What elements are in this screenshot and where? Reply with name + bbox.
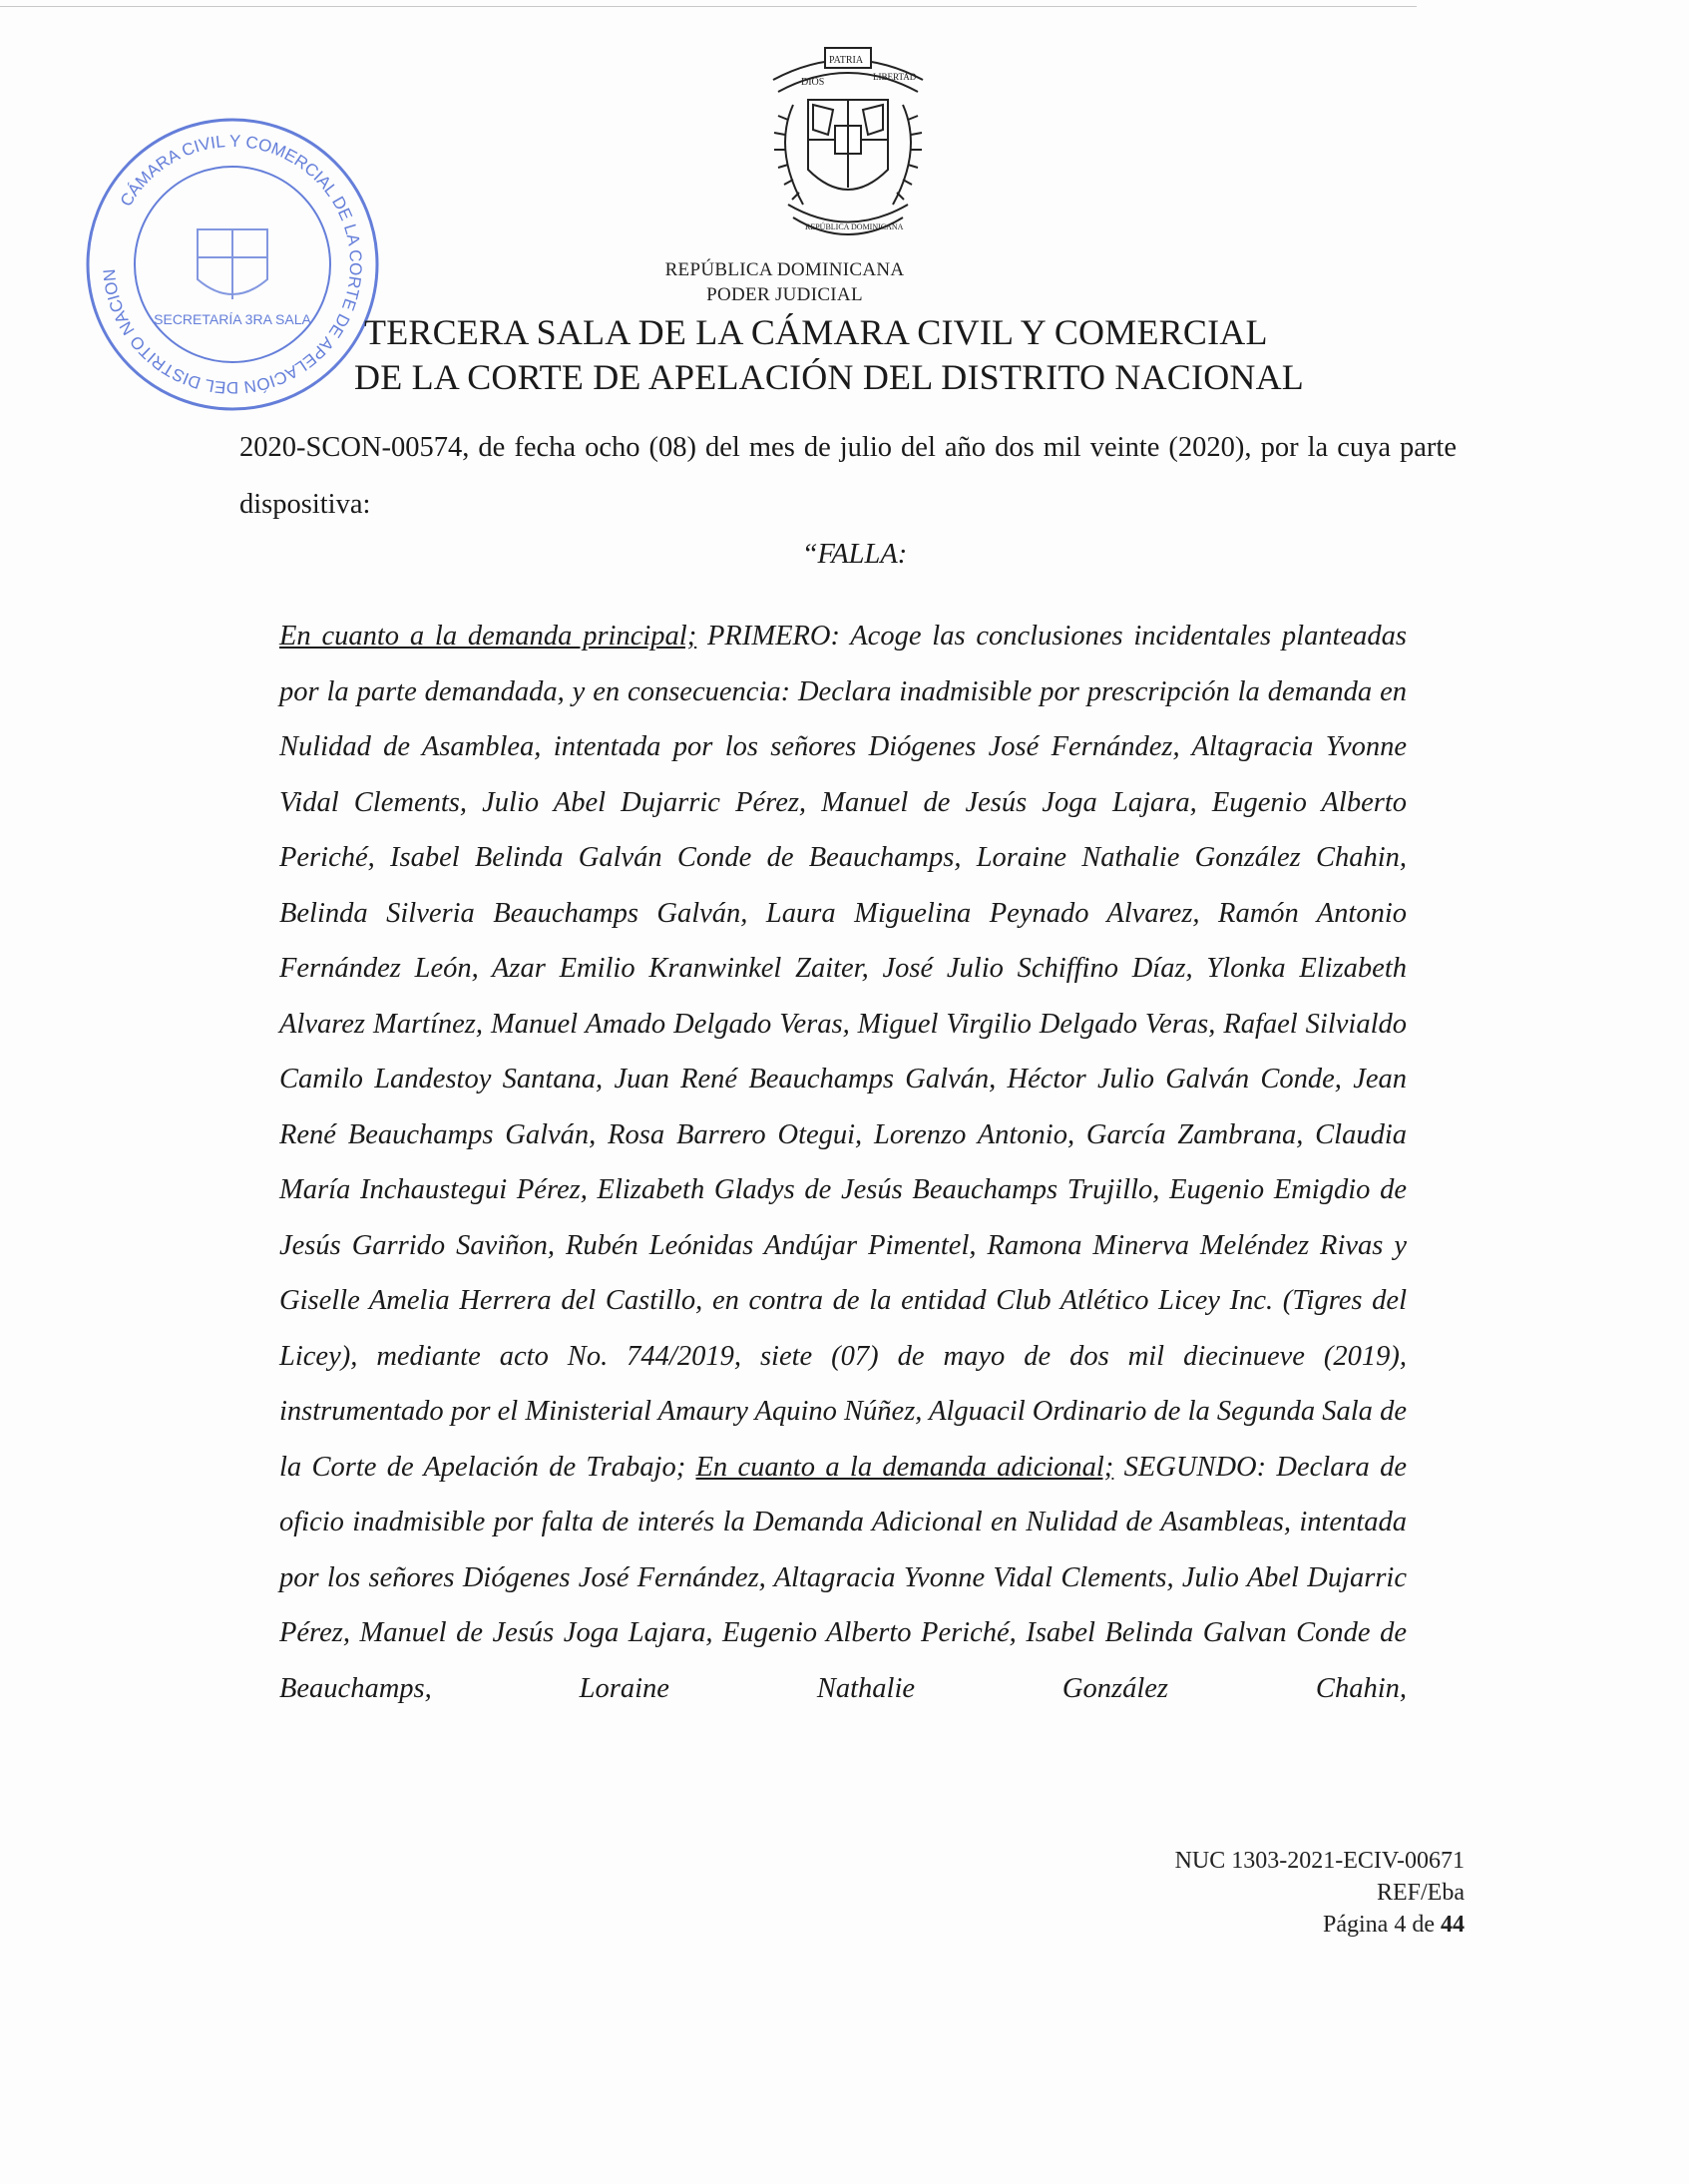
motto-dios: DIOS: [801, 77, 825, 88]
additional-demand-heading: En cuanto a la demanda adicional;: [695, 1451, 1114, 1483]
motto-patria: PATRIA: [829, 55, 864, 66]
court-stamp: [78, 110, 387, 419]
dispositive-paragraph: [279, 609, 1407, 1716]
intro-paragraph: 2020-SCON-00574, de fecha ocho (08) del mes de julio del año dos mil veinte (2020), por la cuya parte dispositiva:: [239, 432, 1457, 520]
stamp-ring-text: CÁMARA CIVIL Y COMERCIAL DE LA CORTE DE APELACIÓN DEL DISTRITO NACION: [99, 131, 366, 398]
header-poder-judicial: PODER JUDICIAL: [706, 284, 863, 305]
footer-page-number: Página 4 de 44: [1323, 1912, 1465, 1938]
footer-nuc: NUC 1303-2021-ECIV-00671: [1174, 1848, 1465, 1874]
coat-of-arms-emblem: [733, 30, 963, 259]
banner-republica: REPÚBLICA DOMINICANA: [805, 222, 904, 231]
falla-heading: “FALLA:: [801, 539, 908, 570]
motto-libertad: LIBERTAD: [873, 72, 917, 82]
segundo-text: SEGUNDO: Declara de oficio inadmisible por falta de interés la Demanda Adicional en Nulidad de Asambleas, intentada por los señores Diógenes José Fernández, Altagracia Yvonne Vidal Clements, Julio Abel Dujarric Pérez, Manuel de Jesús Joga Lajara, Eugenio Alberto Periché, Isabel Belinda Galvan Conde de Beauchamps, Loraine Nathalie González Chahin,: [279, 1451, 1407, 1704]
stamp-center-text: SECRETARÍA 3RA SALA: [154, 311, 311, 327]
top-rule: [0, 6, 1417, 7]
footer-ref: REF/Eba: [1377, 1880, 1465, 1906]
primero-text: PRIMERO: Acoge las conclusiones incidentales planteadas por la parte demandada, y en consecuencia: Declara inadmisible por prescripción la demanda en Nulidad de Asamblea, intentada por los señores Diógenes José Fernández, Altagracia Yvonne Vidal Clements, Julio Abel Dujarric Pérez, Manuel de Jesús Joga Lajara, Eugenio Alberto Periché, Isabel Belinda Galván Conde de Beauchamps, Loraine Nathalie González Chahin, Belinda Silveria Beauchamps Galván, Laura Miguelina Peynado Alvarez, Ramón Antonio Fernández León, Azar Emilio Kranwinkel Zaiter, José Julio Schiffino Díaz, Ylonka Elizabeth Alvarez Martínez, Manuel Amado Delgado Veras, Miguel Virgilio Delgado Veras, Rafael Silvialdo Camilo Landestoy Santana, Juan René Beauchamps Galván, Héctor Julio Galván Conde, Jean René Beauchamps Galván, Rosa Barrero Otegui, Lorenzo Antonio, García Zambrana, Claudia María Inchaustegui Pérez, Elizabeth Gladys de Jesús Beauchamps Trujillo, Eugenio Emigdio de Jesús Garrido Saviñon, Rubén Leónidas Andújar Pimentel, Ramona Minerva Meléndez Rivas y Giselle Amelia Herrera del Castillo, en contra de la entidad Club Atlético Licey Inc. (Tigres del Licey), mediante acto No. 744/2019, siete (07) de mayo de dos mil diecinueve (2019), instrumentado por el Ministerial Amaury Aquino Núñez, Alguacil Ordinario de la Segunda Sala de la Corte de Apelación de Trabajo;: [279, 621, 1407, 1483]
header-republica: REPÚBLICA DOMINICANA: [664, 259, 905, 280]
principal-demand-heading: En cuanto a la demanda principal;: [279, 621, 697, 652]
court-name-line1: TERCERA SALA DE LA CÁMARA CIVIL Y COMERCIAL: [364, 312, 1268, 352]
court-name-line2: DE LA CORTE DE APELACIÓN DEL DISTRITO NACIONAL: [354, 357, 1304, 397]
